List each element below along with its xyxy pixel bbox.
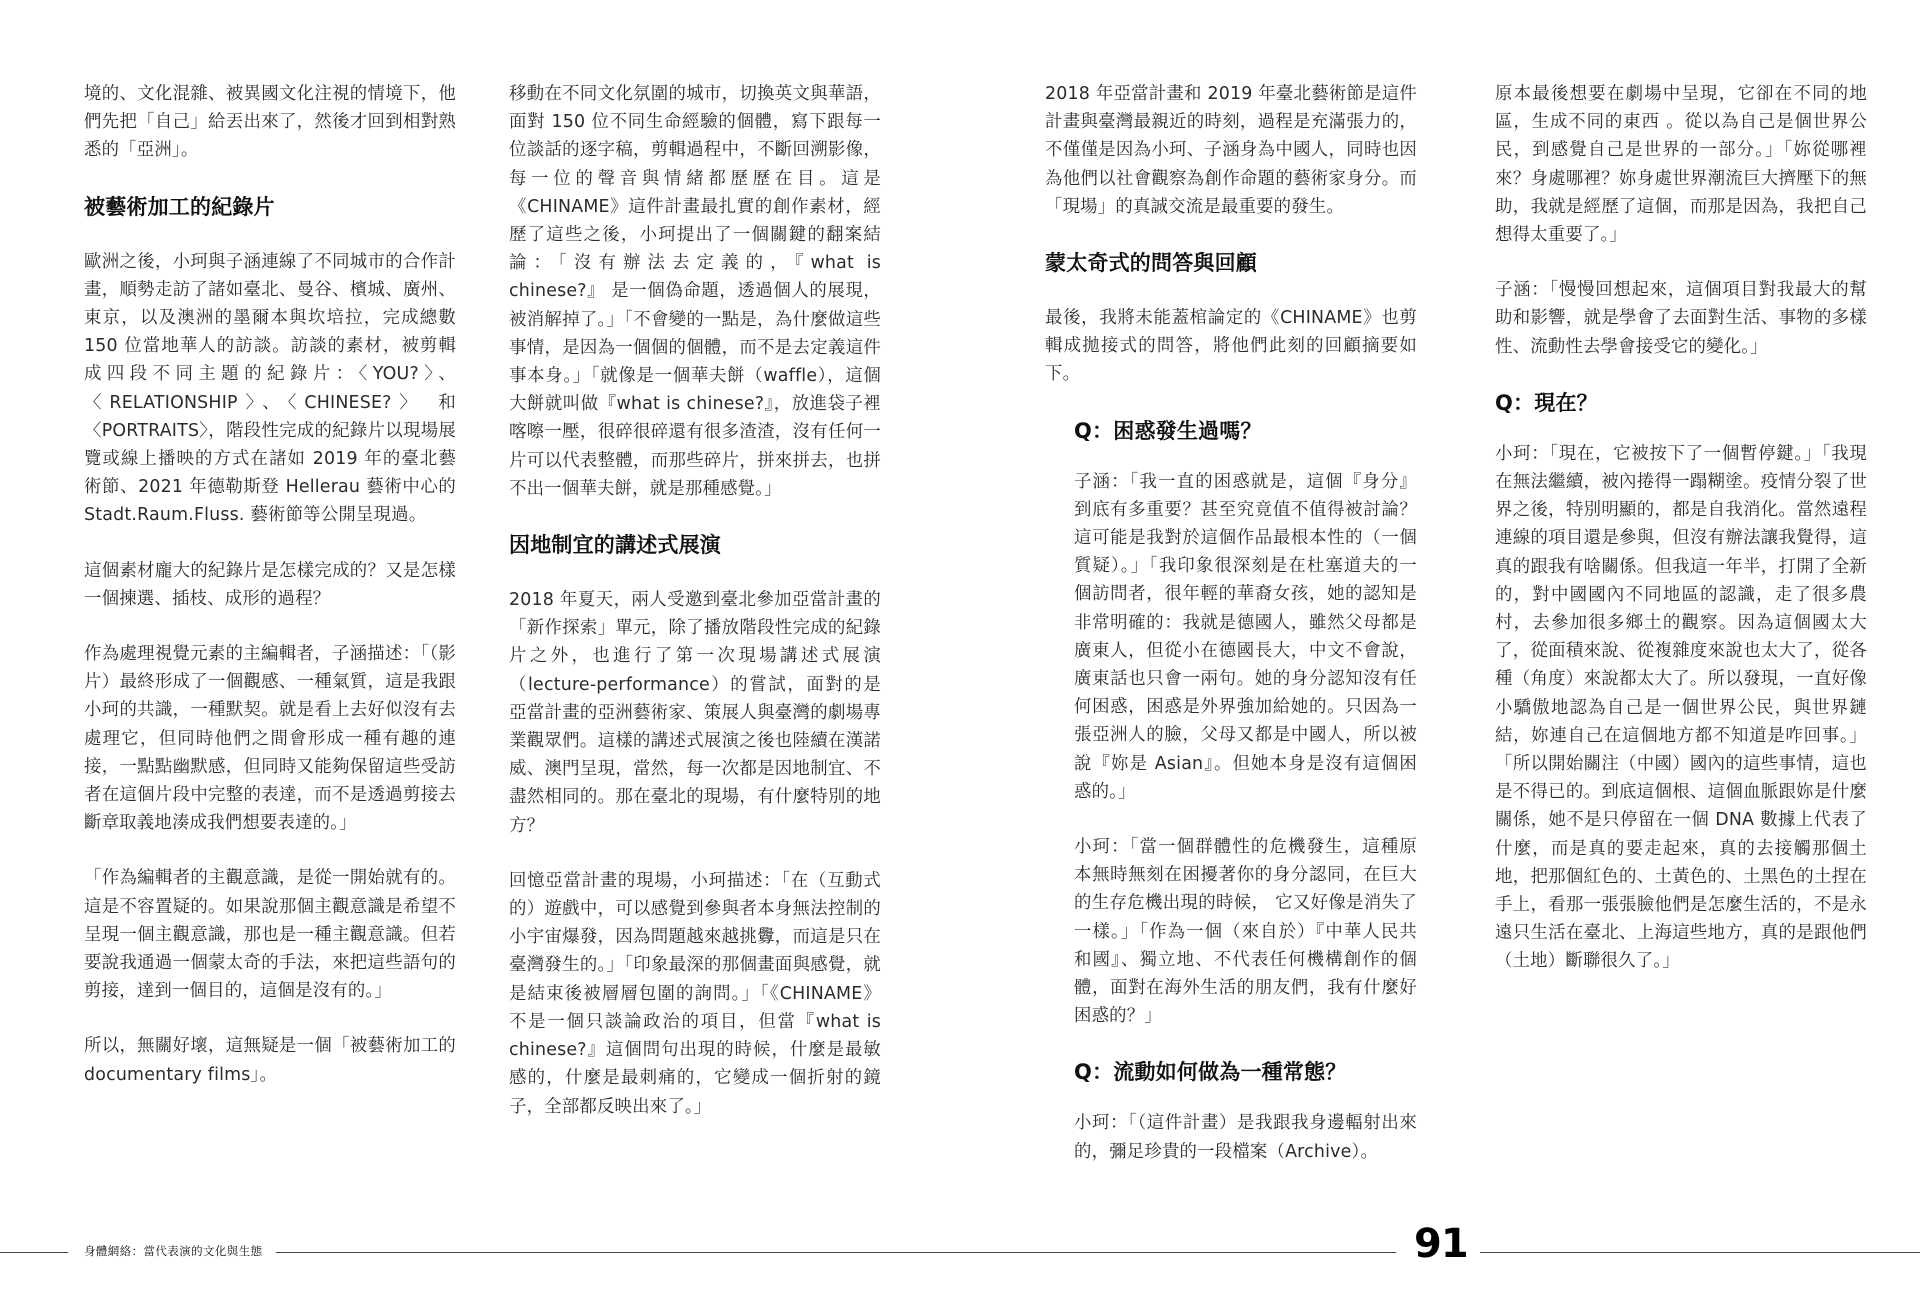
question-heading: Q：困惑發生過嗎？ [1074, 418, 1262, 443]
paragraph: 移動在不同文化氛圍的城市，切換英文與華語，面對 150 位不同生命經驗的個體，寫下跟每一位談話的逐字稿，剪輯過程中，不斷回溯影像，每一位的聲音與情緒都歷歷在目。這是《CHINAME》這件計畫最扎實的創作素材，經歷了這些之後，小珂提出了一個關鍵的翻案結論：「沒有辦法去定義的，『what is chinese?』 是一個偽命題，透過個人的展現，被消解掉了。」「不會變的一點是，為什麼做這些事情，是因為一個個的個體，而不是去定義這件事本身。」「就像是一個華夫餅（waffle），這個大餅就叫做『what is chinese?』，放進袋子裡喀嚓一壓，很碎很碎還有很多渣渣，沒有任何一片可以代表整體，而那些碎片，拼來拼去，也拼不出一個華夫餅，就是那種感覺。」 [509, 84, 881, 499]
column-1 [84, 80, 456, 1116]
question-heading: Q：流動如何做為一種常態？ [1074, 1060, 1347, 1085]
paragraph: 所以，無關好壞，這無疑是一個「被藝術加工的 documentary films」。 [84, 1036, 456, 1085]
answer-paragraph: 子涵：「慢慢回想起來，這個項目對我最大的幫助和影響，就是學會了去面對生活、事物的多樣性、流動性去學會接受它的變化。」 [1495, 280, 1867, 357]
paragraph: 回憶亞當計畫的現場，小珂描述：「在（互動式的）遊戲中，可以感覺到參與者本身無法控制的小宇宙爆發，因為問題越來越挑釁，而這是只在臺灣發生的。」「印象最深的那個畫面與感覺，就是結束後被層層包圍的詢問。」「《CHINAME》不是一個只談論政治的項目，但當『what is chinese?』這個問句出現的時候，什麼是最敏感的，什麼是最刺痛的，它變成一個折射的鏡子，全部都反映出來了。」 [509, 870, 881, 1117]
section-heading: 因地制宜的講述式展演 [509, 533, 721, 558]
answer-paragraph: 原本最後想要在劇場中呈現，它卻在不同的地區，生成不同的東西 。從以為自己是個世界公民，到感覺自己是世界的一部分。」「妳從哪裡來？身處哪裡？妳身處世界潮流巨大擠壓下的無助，我就是經歷了這個，而那是因為，我把自己想得太重要了。」 [1495, 84, 1867, 246]
paragraph: 境的、文化混雜、被異國文化注視的情境下，他們先把「自己」給丟出來了，然後才回到相對熟悉的「亞洲」。 [84, 84, 456, 161]
paragraph: 這個素材龐大的紀錄片是怎樣完成的？又是怎樣一個揀選、插枝、成形的過程？ [84, 560, 456, 609]
column-4 [1495, 80, 1867, 1003]
running-title: 身體網絡：當代表演的文化與生態 [84, 1244, 263, 1258]
paragraph: 歐洲之後，小珂與子涵連線了不同城市的合作計畫，順勢走訪了諸如臺北、曼谷、檳城、廣州、東京，以及澳洲的墨爾本與坎培拉，完成總數 150 位當地華人的訪談。訪談的素材，被剪輯成四段不同主題的紀錄片：〈YOU?〉、〈RELATIONSHIP〉、〈CHINESE?〉 和〈PORTRAITS〉，階段性完成的紀錄片以現場展覽或線上播映的方式在諸如 2019 年的臺北藝術節、2021 年德勒斯登 Hellerau 藝術中心的 Stadt.Raum.Fluss. 藝術節等公開呈現過。 [84, 251, 456, 526]
column-3 [1045, 80, 1417, 1193]
footer-rule-middle [276, 1252, 1396, 1253]
section-heading: 蒙太奇式的問答與回顧 [1045, 251, 1257, 276]
section-heading: 被藝術加工的紀錄片 [84, 194, 275, 219]
footer-rule-left [0, 1252, 68, 1253]
answer-paragraph: 小珂：「現在，它被按下了一個暫停鍵。」「我現在無法繼續，被內捲得一蹋糊塗。疫情分裂了世界之後，特別明顯的，都是自我消化。當然遠程連線的項目還是參與，但沒有辦法讓我覺得，這真的跟我有啥關係。但我這一年半，打開了全新的，對中國國內不同地區的認識，走了很多農村，去參加很多鄉土的觀察。因為這個國太大了，從面積來說、從複雜度來說也太大了，從各種（角度）來說都太大了。所以發現，一直好像小驕傲地認為自己是一個世界公民，與世界鏈結，妳連自己在這個地方都不知道是咋回事。」「所以開始關注（中國）國內的這些事情，這也是不得已的。到底這個根、這個血脈跟妳是什麼關係，她不是只停留在一個 DNA 數據上代表了什麼，而是真的要走起來，真的去接觸那個土地，把那個紅色的、土黃色的、土黑色的土捏在手上，看那一張張臉他們是怎麼生活的，不是永遠只生活在臺北、上海這些地方，真的是跟他們（土地）斷聯很久了。」 [1495, 443, 1867, 972]
question-heading: Q：現在？ [1495, 390, 1598, 415]
answer-paragraph: 小珂：「（這件計畫）是我跟我身邊輻射出來的，彌足珍貴的一段檔案（Archive）。 [1074, 1113, 1417, 1162]
column-2 [509, 80, 881, 1148]
qa-block [1045, 416, 1417, 1166]
answer-paragraph: 子涵：「我一直的困惑就是，這個『身分』到底有多重要？甚至究竟值不值得被討論？這可能是我對於這個作品最根本性的（一個質疑）。」「我印象很深刻是在杜塞道夫的一個訪問者，很年輕的華裔女孩，她的認知是非常明確的：我就是德國人，雖然父母都是廣東人，但從小在德國長大，中文不會說，廣東話也只會一兩句。她的身分認知沒有任何困惑，困惑是外界強加給她的。只因為一張亞洲人的臉，父母又都是中國人，所以被說『妳是 Asian』。但她本身是沒有這個困惑的。」 [1074, 471, 1417, 802]
paragraph: 「作為編輯者的主觀意識，是從一開始就有的。這是不容置疑的。如果說那個主觀意識是希望不呈現一個主觀意識，那也是一種主觀意識。但若要說我通過一個蒙太奇的手法，來把這些語句的剪接，達到一個目的，這個是沒有的。」 [84, 868, 456, 1002]
paragraph: 最後，我將未能蓋棺論定的《CHINAME》也剪輯成拋接式的問答，將他們此刻的回顧摘要如下。 [1045, 308, 1417, 385]
paragraph: 2018 年夏天，兩人受邀到臺北參加亞當計畫的「新作探索」單元，除了播放階段性完成的紀錄片之外，也進行了第一次現場講述式展演（lecture-performance）的嘗試，面對的是亞當計畫的亞洲藝術家、策展人與臺灣的劇場專業觀眾們。這樣的講述式展演之後也陸續在漢諾威、澳門呈現，當然，每一次都是因地制宜、不盡然相同的。那在臺北的現場，有什麼特別的地方？ [509, 590, 881, 836]
paragraph: 作為處理視覺元素的主編輯者，子涵描述：「（影片）最終形成了一個觀感、一種氣質，這是我跟小珂的共識，一種默契。就是看上去好似沒有去處理它，但同時他們之間會形成一種有趣的連接，一點點幽默感，但同時又能夠保留這些受訪者在這個片段中完整的表達，而不是透過剪接去斷章取義地湊成我們想要表達的。」 [84, 644, 456, 834]
answer-paragraph: 小珂：「當一個群體性的危機發生，這種原本無時無刻在困擾著你的身分認同，在巨大的生存危機出現的時候， 它又好像是消失了一樣。」「作為一個（來自於）『中華人民共和國』、獨立地、不代表任何機構創作的個體，面對在海外生活的朋友們，我有什麼好困惑的？」 [1074, 837, 1417, 1027]
paragraph: 2018 年亞當計畫和 2019 年臺北藝術節是這件計畫與臺灣最親近的時刻，過程是充滿張力的，不僅僅是因為小珂、子涵身為中國人，同時也因為他們以社會觀察為創作命題的藝術家身分。而「現場」的真誠交流是最重要的發生。 [1045, 84, 1417, 217]
footer-rule-right [1480, 1252, 1920, 1253]
page-number: 91 [1414, 1221, 1468, 1267]
